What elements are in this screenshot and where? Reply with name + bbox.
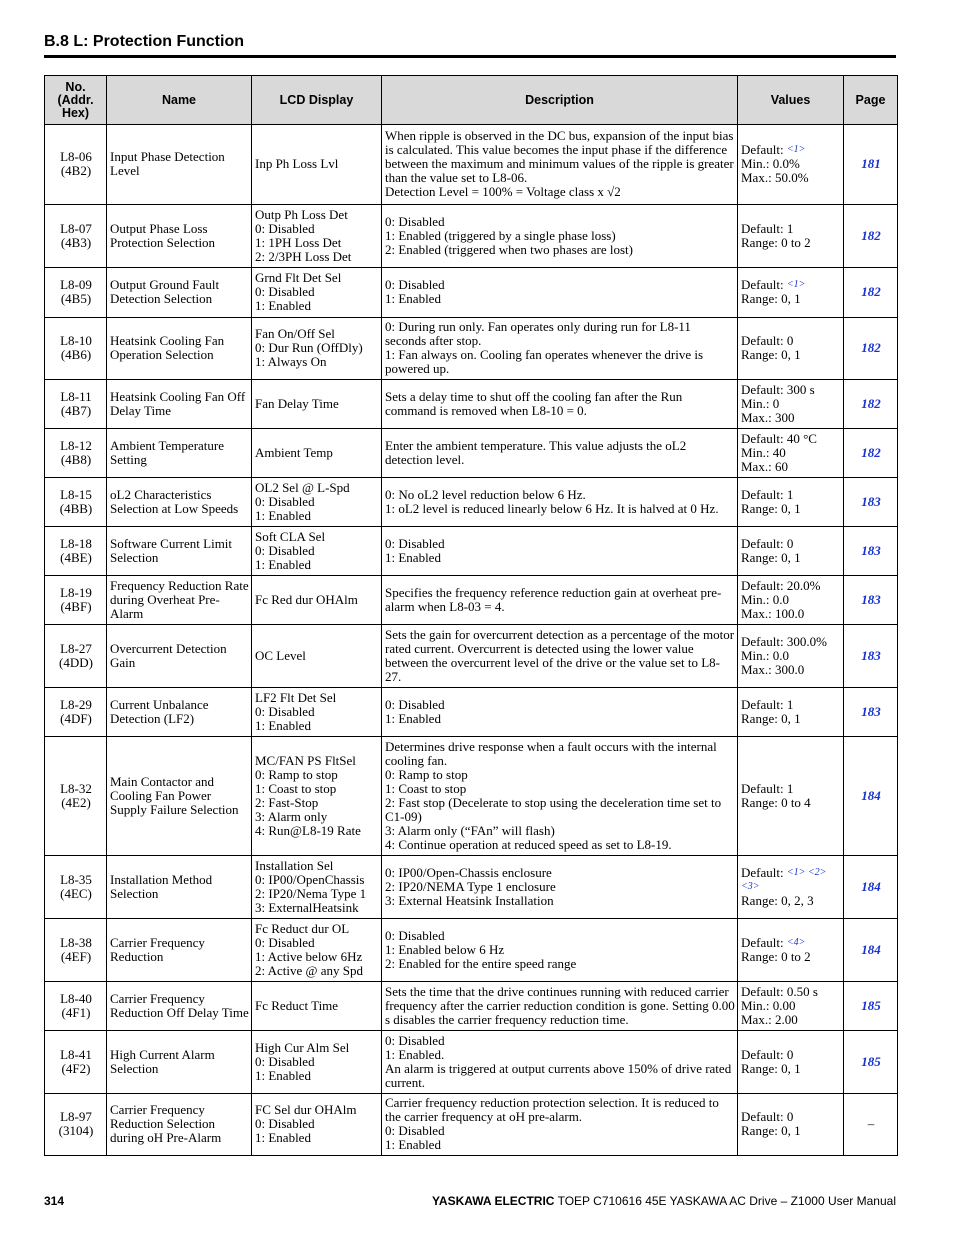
values-line: Range: 0, 1 [741,1123,801,1138]
param-number [45,576,107,625]
param-number-line: (4EC) [60,885,92,901]
param-values [738,429,844,478]
lcd-display [252,1031,382,1094]
lcd-display-line: Inp Ph Loss Lvl [255,156,339,171]
page-link[interactable]: 182 [844,429,898,478]
param-number-line: (4B3) [60,234,92,250]
values-default: Default: 300 s [741,381,815,397]
lcd-display-line: 0: Disabled [255,542,315,558]
col-header-no: No. (Addr. Hex) [45,76,107,125]
param-number [45,380,107,429]
param-description [382,318,738,380]
page-reference: – [844,1094,898,1156]
values-default: Default: <1> [741,277,806,292]
param-number-line: (4F2) [61,1060,91,1076]
table-row [45,268,898,318]
description-line: 0: Disabled [385,1123,445,1138]
description-line: 1: Enabled (triggered by a single phase loss) [385,227,616,243]
table-row [45,205,898,268]
lcd-display [252,429,382,478]
param-number-line: (4B2) [60,163,92,178]
lcd-display-line: 1: Always On [255,354,327,369]
footnote-reference-link[interactable]: <1> [786,279,806,290]
lcd-display-line: 1: Enabled [255,1067,311,1083]
description-line: 2: Enabled (triggered when two phases are lost) [385,241,634,257]
param-name: Carrier Frequency Reduction [107,919,252,982]
param-number-line: L8-40 [60,990,92,1006]
lcd-display-line: High Cur Alm Sel [255,1039,350,1055]
page-link[interactable]: 182 [844,380,898,429]
col-header-description: Description [382,76,738,125]
param-description [382,205,738,268]
param-description [382,1031,738,1094]
lcd-display [252,919,382,982]
description-line: An alarm is triggered at output currents above 150% of drive rated current. [385,1060,732,1090]
param-number [45,625,107,688]
values-line: Range: 0, 1 [741,500,801,516]
page-link[interactable]: 183 [844,576,898,625]
param-description [382,919,738,982]
lcd-display [252,478,382,527]
param-values [738,125,844,205]
lcd-display-line: 0: Disabled [255,284,315,299]
param-values [738,268,844,318]
param-number-line: L8-32 [60,780,92,796]
param-values [738,688,844,737]
param-description [382,625,738,688]
param-number-line: (4DD) [59,654,93,670]
lcd-display-line: OL2 Sel @ L-Spd [255,479,350,495]
param-description [382,856,738,919]
param-number [45,737,107,856]
table-row [45,125,898,205]
table-row [45,1031,898,1094]
values-line: Min.: 0.0 [741,647,790,663]
param-number-line: (4DF) [60,710,92,726]
values-default: Default: 0 [741,535,794,551]
lcd-display-line: 1: Enabled [255,556,311,572]
description-line: 0: Disabled [385,1032,445,1048]
values-line: Range: 0 to 2 [741,234,811,250]
param-description [382,688,738,737]
param-number [45,268,107,318]
lcd-display-line: Grnd Flt Det Sel [255,270,342,285]
param-number-line: L8-29 [60,696,92,712]
param-number [45,919,107,982]
table-row [45,576,898,625]
lcd-display [252,856,382,919]
table-row [45,919,898,982]
param-description [382,1094,738,1156]
values-default: Default: <1> <2> <3> [741,864,827,892]
lcd-display [252,318,382,380]
values-line: Max.: 100.0 [741,605,805,621]
param-number-line: L8-19 [60,584,92,600]
values-default: Default: 1 [741,486,794,502]
description-line: 2: Enabled for the entire speed range [385,955,577,971]
lcd-display-line: 1: Active below 6Hz [255,948,363,964]
values-default: Default: 1 [741,696,794,712]
values-line: Max.: 300.0 [741,661,805,677]
description-line: 1: Enabled [385,549,441,565]
values-default: Default: 0.50 s [741,983,818,999]
param-number [45,205,107,268]
values-line: Min.: 0.0% [741,156,800,171]
description-line: 1: oL2 level is reduced linearly below 6 Hz. It is halved at 0 Hz. [385,500,719,516]
param-number-line: (4B6) [60,347,92,362]
lcd-display-line: 2: 2/3PH Loss Det [255,248,352,264]
values-line: Range: 0, 1 [741,291,801,306]
page-link[interactable]: 181 [844,125,898,205]
param-name: Frequency Reduction Rate during Overheat Pre-Alarm [107,576,252,625]
description-line: 1: Enabled below 6 Hz [385,941,505,957]
param-values [738,576,844,625]
param-name: Carrier Frequency Reduction Selection during oH Pre-Alarm [107,1094,252,1156]
param-name: High Current Alarm Selection [107,1031,252,1094]
lcd-display [252,576,382,625]
page-link[interactable]: 183 [844,625,898,688]
description-line: 0: During run only. Fan operates only during run for L8-11 seconds after stop. [385,319,691,348]
footer-manual-info [432,1194,896,1208]
param-name: oL2 Characteristics Selection at Low Speeds [107,478,252,527]
lcd-display-line: 0: Disabled [255,934,315,950]
param-values [738,205,844,268]
lcd-display-line: 0: Dur Run (OffDly) [255,340,363,355]
description-line: 0: Disabled [385,277,445,292]
description-line: When ripple is observed in the DC bus, expansion of the input bias is calculated. This value becomes the input phase if the difference between the maximum and minimum values of the ripple is greater than the value set to L8-06. [385,128,734,185]
lcd-display-line: Fan On/Off Sel [255,326,335,341]
values-default: Default: 1 [741,220,794,236]
param-name: Overcurrent Detection Gain [107,625,252,688]
description-line: 1: Coast to stop [385,780,467,796]
lcd-display-line: 2: IP20/Nema Type 1 [255,885,367,901]
param-number-line: L8-09 [60,277,92,292]
page-link[interactable]: 183 [844,527,898,576]
description-line: 0: Disabled [385,927,445,943]
lcd-display-line: Outp Ph Loss Det [255,206,348,222]
col-header-name: Name [107,76,252,125]
values-line: Range: 0, 1 [741,549,801,565]
description-line: Enter the ambient temperature. This value adjusts the oL2 detection level. [385,437,687,467]
param-number-line: (4E2) [61,794,91,810]
table-row [45,527,898,576]
param-values [738,478,844,527]
param-name: Ambient Temperature Setting [107,429,252,478]
param-values [738,982,844,1031]
description-line: 2: IP20/NEMA Type 1 enclosure [385,878,556,894]
table-row [45,737,898,856]
param-number-line: L8-38 [60,934,92,950]
description-line: 0: No oL2 level reduction below 6 Hz. [385,486,586,502]
lcd-display [252,527,382,576]
values-line: Min.: 0 [741,395,780,411]
param-number-line: L8-12 [60,437,92,453]
param-values [738,527,844,576]
lcd-display-line: 3: ExternalHeatsink [255,899,359,915]
values-line: Max.: 60 [741,458,788,474]
lcd-display-line: 3: Alarm only [255,808,328,824]
description-line: 0: Disabled [385,213,445,229]
page-link[interactable]: 183 [844,478,898,527]
lcd-display [252,688,382,737]
param-number-line: (4EF) [60,948,92,964]
lcd-display-line: 4: Run@L8-19 Rate [255,822,361,838]
page-link[interactable]: 185 [844,1031,898,1094]
param-number-line: (3104) [58,1123,94,1138]
param-number-line: L8-35 [60,871,92,887]
lcd-display-line: OC Level [255,647,306,663]
lcd-display-line: LF2 Flt Det Sel [255,689,337,705]
param-description [382,125,738,205]
lcd-display-line: MC/FAN PS FltSel [255,752,356,768]
description-line: Sets the time that the drive continues running with reduced carrier frequency after the carrier reduction condition is gone. Setting 0.00 s disables the carrier frequency reduction time. [385,983,735,1027]
description-line: 1: Enabled. [385,1046,445,1062]
lcd-display-line: 0: Disabled [255,1116,315,1131]
param-number [45,1031,107,1094]
param-number-line: L8-15 [60,486,92,502]
values-line: Range: 0, 2, 3 [741,892,814,908]
param-number-line: L8-97 [60,1109,92,1124]
values-line: Min.: 0.0 [741,591,790,607]
description-line: 3: Alarm only (“FAn” will flash) [385,822,555,838]
description-line: 0: Disabled [385,535,445,551]
footnote-reference-link[interactable]: <4> [786,936,806,948]
param-number-line: L8-06 [60,149,92,164]
values-default: Default: 40 °C [741,430,817,446]
footer-brand: YASKAWA ELECTRIC [432,1194,555,1208]
values-line: Range: 0, 1 [741,710,801,726]
lcd-display-line: 0: Disabled [255,1053,315,1069]
table-row [45,625,898,688]
page-link[interactable]: 184 [844,919,898,982]
col-header-lcd: LCD Display [252,76,382,125]
lcd-display-line: 1: Enabled [255,717,311,733]
lcd-display-line: Fc Reduct Time [255,997,339,1013]
param-values [738,625,844,688]
description-line: 1: Enabled [385,710,441,726]
description-line: Sets the gain for overcurrent detection as a percentage of the motor rated current. Overcurrent is detected using the lower value between the overcurrent level of the drive or the value set to L8-27. [385,626,735,684]
param-name: Installation Method Selection [107,856,252,919]
title-rule [44,55,896,58]
table-row [45,478,898,527]
table-row [45,318,898,380]
description-line: 3: External Heatsink Installation [385,892,554,908]
param-name: Output Phase Loss Protection Selection [107,205,252,268]
param-name: Input Phase Detection Level [107,125,252,205]
values-line: Range: 0 to 4 [741,794,811,810]
param-number [45,125,107,205]
lcd-display [252,125,382,205]
values-default: Default: 0 [741,333,794,348]
values-default: Default: <1> [741,142,806,157]
table-row [45,688,898,737]
values-default: Default: 300.0% [741,633,827,649]
param-number-line: L8-10 [60,333,92,348]
description-line: 1: Enabled [385,1137,441,1152]
param-name: Heatsink Cooling Fan Off Delay Time [107,380,252,429]
param-description [382,478,738,527]
section-title: B.8 L: Protection Function [44,33,244,50]
param-name: Output Ground Fault Detection Selection [107,268,252,318]
param-description [382,982,738,1031]
param-number [45,527,107,576]
param-name: Software Current Limit Selection [107,527,252,576]
lcd-display-line: 1: Enabled [255,1130,311,1145]
lcd-display [252,380,382,429]
footer-page-number: 314 [44,1194,65,1208]
param-description [382,527,738,576]
param-name: Heatsink Cooling Fan Operation Selection [107,318,252,380]
lcd-display-line: Ambient Temp [255,444,333,460]
values-line: Range: 0, 1 [741,347,801,362]
param-number [45,478,107,527]
param-number [45,856,107,919]
table-row [45,856,898,919]
param-values [738,856,844,919]
param-values [738,318,844,380]
description-line: Detection Level = 100% = Voltage class x √2 [385,184,621,199]
lcd-display-line: 0: Disabled [255,703,315,719]
description-line: 0: Ramp to stop [385,766,468,782]
lcd-display [252,1094,382,1156]
page-link[interactable]: 184 [844,856,898,919]
param-number-line: (4B5) [60,291,92,306]
lcd-display-line: Installation Sel [255,857,334,873]
values-default: Default: <4> [741,934,806,950]
col-header-values: Values [738,76,844,125]
description-line: 0: Disabled [385,696,445,712]
param-name: Main Contactor and Cooling Fan Power Supply Failure Selection [107,737,252,856]
table-row [45,380,898,429]
table-row [45,1094,898,1156]
param-description [382,429,738,478]
values-line: Max.: 2.00 [741,1011,798,1027]
description-line: Specifies the frequency reference reduction gain at overheat pre-alarm when L8-03 = 4. [385,584,722,614]
values-default: Default: 20.0% [741,577,821,593]
param-number [45,429,107,478]
param-values [738,919,844,982]
lcd-display-line: 1: Coast to stop [255,780,337,796]
values-default: Default: 0 [741,1109,794,1124]
lcd-display-line: Fc Reduct dur OL [255,920,350,936]
description-line: Sets a delay time to shut off the cooling fan after the Run command is removed when L8-10 = 0. [385,388,683,418]
page-link[interactable]: 182 [844,318,898,380]
param-number-line: (4BB) [59,500,93,516]
param-number-line: (4B8) [60,451,92,467]
lcd-display-line: FC Sel dur OHAlm [255,1102,357,1117]
description-line: Determines drive response when a fault occurs with the internal cooling fan. [385,738,717,768]
page-link[interactable]: 182 [844,205,898,268]
param-number-line: L8-27 [60,640,92,656]
footnote-reference-link[interactable]: <1> <2> <3> [741,866,827,892]
param-number-line: L8-11 [60,388,92,404]
page-link[interactable]: 185 [844,982,898,1031]
param-description [382,576,738,625]
param-number-line: L8-18 [60,535,92,551]
lcd-display-line: Fan Delay Time [255,395,339,411]
description-line: 4: Continue operation at reduced speed as set to L8-19. [385,836,672,852]
lcd-display-line: 0: Ramp to stop [255,766,338,782]
lcd-display [252,982,382,1031]
param-values [738,1031,844,1094]
table-row [45,982,898,1031]
values-default: Default: 0 [741,1046,794,1062]
col-header-page: Page [844,76,898,125]
lcd-display-line: Soft CLA Sel [255,528,326,544]
param-number-line: L8-07 [60,220,92,236]
param-values [738,1094,844,1156]
param-number-line: (4B7) [60,402,92,418]
parameter-table [44,75,898,1156]
param-description [382,380,738,429]
description-line: 1: Enabled [385,291,441,306]
lcd-display-line: 2: Fast-Stop [255,794,319,810]
param-number [45,982,107,1031]
page-link[interactable]: 182 [844,268,898,318]
param-number [45,688,107,737]
table-row [45,429,898,478]
param-number-line: L8-41 [60,1046,92,1062]
footer-manual-title: TOEP C710616 45E YASKAWA AC Drive – Z1000 User Manual [557,1194,896,1208]
lcd-display-line: 1: Enabled [255,507,311,523]
param-description [382,737,738,856]
param-number [45,318,107,380]
param-number [45,1094,107,1156]
param-name: Current Unbalance Detection (LF2) [107,688,252,737]
param-values [738,737,844,856]
lcd-display [252,737,382,856]
description-line: Carrier frequency reduction protection selection. It is reduced to the carrier frequency at oH pre-alarm. [385,1095,719,1124]
lcd-display-line: 0: Disabled [255,220,315,236]
description-line: 0: IP00/Open-Chassis enclosure [385,864,552,880]
param-number-line: (4BE) [60,549,92,565]
values-line: Max.: 50.0% [741,170,809,185]
values-line: Range: 0, 1 [741,1060,801,1076]
description-line: 2: Fast stop (Decelerate to stop using the deceleration time set to C1-09) [385,794,722,824]
table-header-row [45,76,898,125]
lcd-display-line: 1: Enabled [255,298,311,313]
lcd-display [252,205,382,268]
lcd-display [252,268,382,318]
values-line: Min.: 0.00 [741,997,796,1013]
lcd-display-line: 0: IP00/OpenChassis [255,871,365,887]
values-line: Max.: 300 [741,409,795,425]
values-default: Default: 1 [741,780,794,796]
description-line: 1: Fan always on. Cooling fan operates whenever the drive is powered up. [385,347,704,376]
param-number-line: (4BF) [60,598,92,614]
param-description [382,268,738,318]
page-link[interactable]: 183 [844,688,898,737]
param-values [738,380,844,429]
param-name: Carrier Frequency Reduction Off Delay Time [107,982,252,1031]
lcd-display-line: 1: 1PH Loss Det [255,234,342,250]
values-line: Min.: 40 [741,444,786,460]
page-link[interactable]: 184 [844,737,898,856]
lcd-display-line: 2: Active @ any Spd [255,962,364,978]
values-line: Range: 0 to 2 [741,948,811,964]
footnote-reference-link[interactable]: <1> [786,144,806,155]
lcd-display [252,625,382,688]
lcd-display-line: Fc Red dur OHAlm [255,591,358,607]
param-number-line: (4F1) [61,1004,91,1020]
lcd-display-line: 0: Disabled [255,493,315,509]
